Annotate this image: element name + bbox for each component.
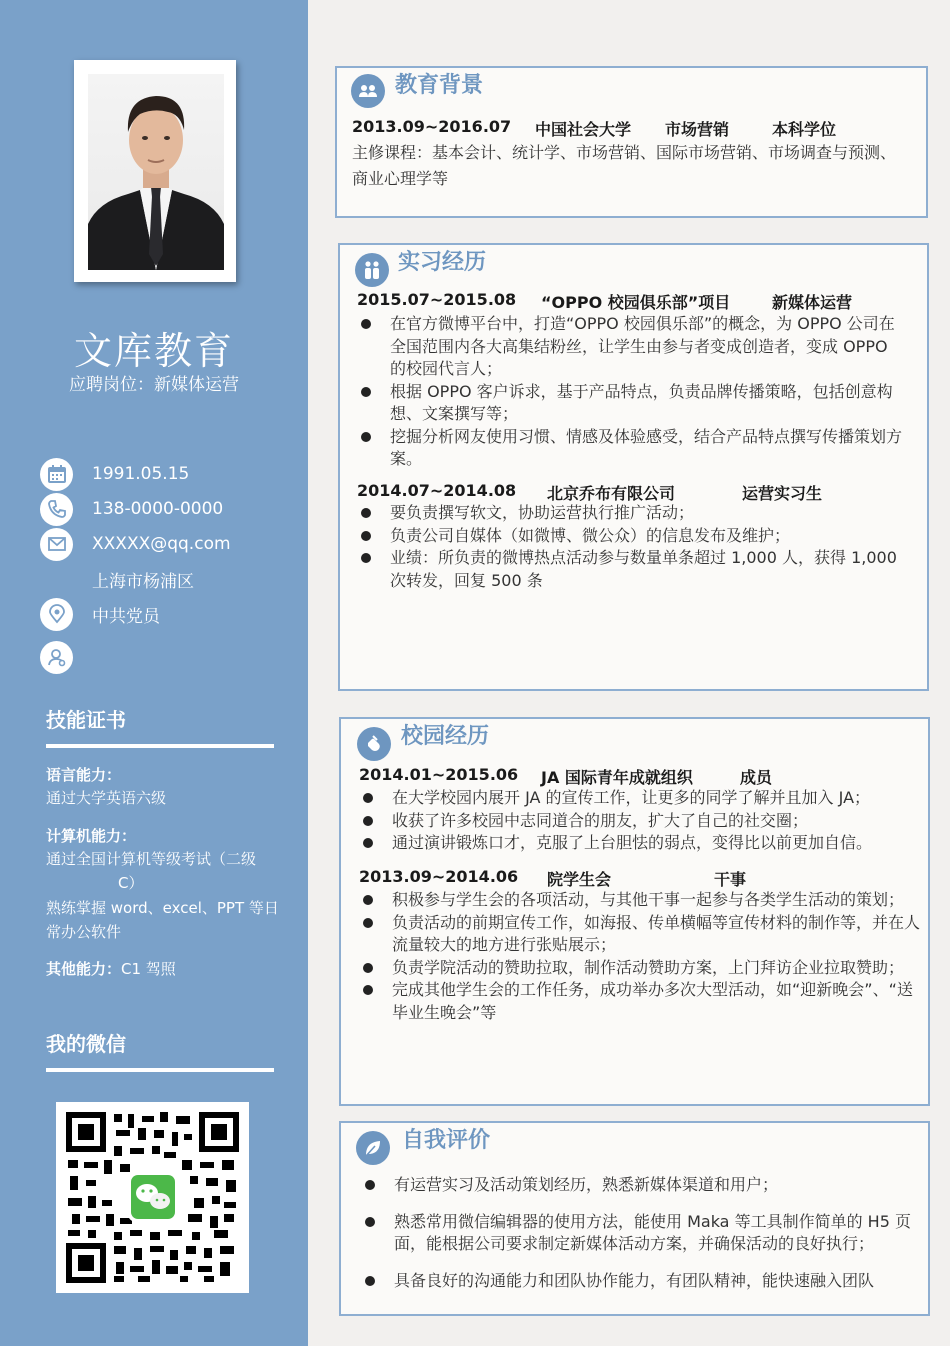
campus-card <box>339 717 930 1106</box>
campus-title: 校园经历 <box>401 724 490 749</box>
wechat-title: 我的微信 <box>46 1032 126 1056</box>
campus-job-1-list <box>359 787 924 855</box>
other-label: 其他能力： <box>46 960 122 978</box>
hand-icon <box>357 727 391 761</box>
skills-title: 技能证书 <box>46 708 126 732</box>
mail-icon <box>40 528 73 561</box>
self-eval-list <box>361 1174 916 1292</box>
internship-job-1-role: 新媒体运营 <box>772 293 853 312</box>
list-item: 具备良好的沟通能力和团队协作能力，有团队精神，能快速融入团队 <box>361 1270 916 1293</box>
internship-job-2-period: 2014.07~2014.08 <box>357 481 517 500</box>
internship-title: 实习经历 <box>398 250 487 275</box>
location-pin-icon <box>40 598 73 631</box>
education-courses-line-1: 主修课程：基本会计、统计学、市场营销、国际市场营销、市场调查与预测、 <box>352 143 897 162</box>
email-text: XXXXX@qq.com <box>92 534 231 554</box>
other-skills <box>46 957 296 981</box>
phone-row <box>40 493 223 525</box>
email-row <box>40 528 231 560</box>
internship-job-2-org: 北京乔布有限公司 <box>547 484 676 503</box>
list-item: 熟悉常用微信编辑器的使用方法，能使用 Maka 等工具制作简单的 H5 页面，能根据公司要求制定新媒体活动方案，并确保活动的良好执行； <box>361 1211 916 1256</box>
education-period: 2013.09~2016.07 <box>352 117 512 136</box>
campus-job-2-list <box>359 889 924 1024</box>
computer-line-1: 通过全国计算机等级考试（二级 <box>46 850 257 868</box>
education-courses-line-2: 商业心理学等 <box>352 169 449 188</box>
graduation-icon <box>351 74 385 108</box>
people-icon <box>355 253 389 287</box>
education-major: 市场营销 <box>665 120 730 139</box>
address-row <box>73 563 194 595</box>
birthday-row <box>40 458 189 490</box>
campus-job-2-org: 院学生会 <box>547 870 612 889</box>
person-portrait <box>88 74 224 270</box>
language-label: 语言能力： <box>46 766 122 784</box>
education-school: 中国社会大学 <box>535 120 632 139</box>
campus-job-1-period: 2014.01~2015.06 <box>359 765 519 784</box>
internship-job-1-list <box>357 313 902 471</box>
wechat-qr-code <box>56 1102 249 1293</box>
political-row <box>40 598 160 630</box>
phone-text: 138-0000-0000 <box>92 499 224 519</box>
user-icon <box>40 641 73 674</box>
list-item: 积极参与学生会的各项活动，与其他干事一起参与各类学生活动的策划； <box>359 889 924 912</box>
education-card <box>335 66 928 218</box>
internship-job-1-period: 2015.07~2015.08 <box>357 290 517 309</box>
internship-job-2-role: 运营实习生 <box>742 484 823 503</box>
education-title: 教育背景 <box>395 73 484 98</box>
list-item: 在大学校园内展开 JA 的宣传工作，让更多的同学了解并且加入 JA； <box>359 787 924 810</box>
campus-job-1-role: 成员 <box>740 768 773 787</box>
profile-photo <box>88 74 224 270</box>
other-text: C1 驾照 <box>121 960 176 978</box>
job-position: 应聘岗位：新媒体运营 <box>69 375 239 395</box>
wechat-divider <box>46 1068 274 1072</box>
computer-line-2: C） <box>118 874 144 892</box>
list-item: 负责公司自媒体（如微博、微公众）的信息发布及维护； <box>357 525 902 548</box>
list-item: 负责活动的前期宣传工作，如海报、传单横幅等宣传材料的制作等，并在人流量较大的地方进行张贴展示； <box>359 912 924 957</box>
skills-divider <box>46 744 274 748</box>
list-item: 收获了许多校园中志同道合的朋友，扩大了自己的社交圈； <box>359 810 924 833</box>
extra-row <box>40 641 73 673</box>
leaf-icon <box>356 1131 390 1165</box>
calendar-icon <box>40 458 73 491</box>
profile-photo-frame <box>74 60 236 282</box>
birthday-text: 1991.05.15 <box>92 464 190 484</box>
qr-code-image <box>64 1110 241 1285</box>
computer-line-4: 常办公软件 <box>46 923 122 941</box>
list-item: 完成其他学生会的工作任务，成功举办多次大型活动，如“迎新晚会”、“送毕业生晚会”等 <box>359 979 924 1024</box>
list-item: 要负责撰写软文，协助运营执行推广活动； <box>357 502 902 525</box>
language-text: 通过大学英语六级 <box>46 789 167 807</box>
list-item: 挖掘分析网友使用习惯、情感及体验感受，结合产品特点撰写传播策划方案。 <box>357 426 902 471</box>
political-text: 中共党员 <box>92 606 160 627</box>
internship-job-2-list <box>357 502 902 592</box>
campus-job-1-org: JA 国际青年成就组织 <box>541 768 693 787</box>
campus-job-2-period: 2013.09~2014.06 <box>359 867 519 886</box>
list-item: 通过演讲锻炼口才，克服了上台胆怯的弱点，变得比以前更加自信。 <box>359 832 924 855</box>
list-item: 有运营实习及活动策划经历，熟悉新媒体渠道和用户； <box>361 1174 916 1197</box>
self-eval-title: 自我评价 <box>402 1128 491 1153</box>
education-degree: 本科学位 <box>772 120 837 139</box>
campus-job-2-role: 干事 <box>714 870 747 889</box>
candidate-name: 文库教育 <box>73 329 234 373</box>
internship-card <box>338 243 929 691</box>
list-item: 业绩：所负责的微博热点活动参与数量单条超过 1,000 人，获得 1,000 次转发，回复 500 条 <box>357 547 902 592</box>
self-eval-card <box>339 1121 930 1316</box>
list-item: 负责学院活动的赞助拉取，制作活动赞助方案，上门拜访企业拉取赞助； <box>359 957 924 980</box>
list-item: 根据 OPPO 客户诉求，基于产品特点，负责品牌传播策略，包括创意构想、文案撰写等； <box>357 381 902 426</box>
internship-job-1-org: “OPPO 校园俱乐部”项目 <box>541 293 731 312</box>
phone-icon <box>40 493 73 526</box>
sidebar <box>0 0 308 1346</box>
computer-label: 计算机能力： <box>46 827 137 845</box>
address-text: 上海市杨浦区 <box>92 571 194 592</box>
list-item: 在官方微博平台中，打造“OPPO 校园俱乐部”的概念，为 OPPO 公司在全国范围内各大高集结粉丝，让学生由参与者变成创造者，变成 OPPO 的校园代言人； <box>357 313 902 381</box>
computer-line-3: 熟练掌握 word、excel、PPT 等日 <box>46 899 279 917</box>
